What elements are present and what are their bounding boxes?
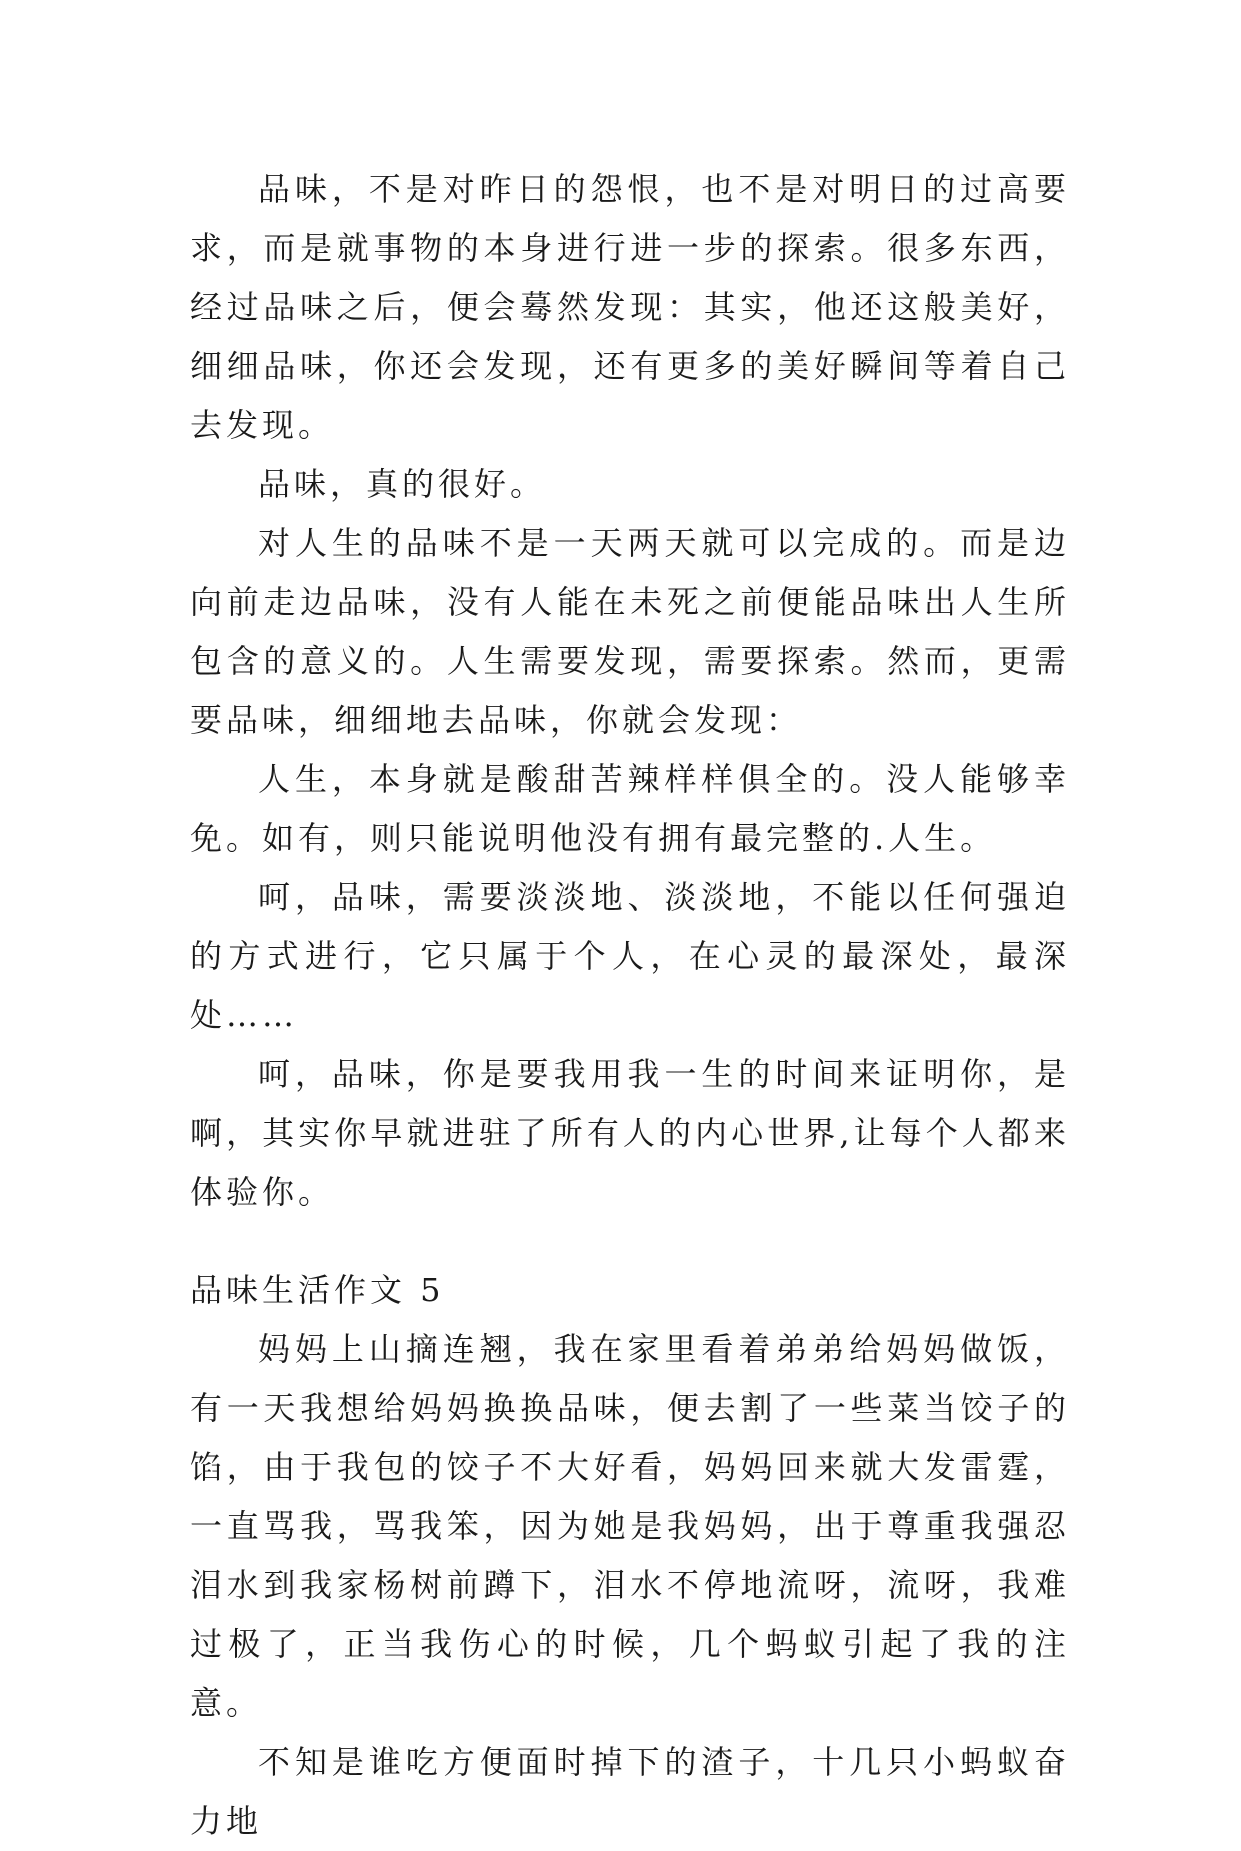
paragraph: 呵，品味，需要淡淡地、淡淡地，不能以任何强迫的方式进行，它只属于个人，在心灵的最深处，最深处…… [190,878,1070,1034]
section-heading: 品味生活作文 5 [190,1271,445,1309]
paragraph: 品味，不是对昨日的怨恨，也不是对明日的过高要求，而是就事物的本身进行进一步的探索。很多东西，经过品味之后，便会蓦然发现：其实，他还这般美好，细细品味，你还会发现，还有更多的美好瞬间等着自己去发现。 [190,170,1070,444]
paragraph: 人生，本身就是酸甜苦辣样样俱全的。没人能够幸免。如有，则只能说明他没有拥有最完整的.人生。 [190,760,1070,857]
paragraph: 品味，真的很好。 [258,465,547,503]
document-body [190,160,1070,1851]
paragraph: 呵，品味，你是要我用我一生的时间来证明你，是啊，其实你早就进驻了所有人的内心世界,让每个人都来体验你。 [190,1055,1070,1211]
paragraph: 对人生的品味不是一天两天就可以完成的。而是边向前走边品味，没有人能在未死之前便能品味出人生所包含的意义的。人生需要发现，需要探索。然而，更需要品味，细细地去品味，你就会发现： [190,524,1070,739]
paragraph: 妈妈上山摘连翘，我在家里看着弟弟给妈妈做饭，有一天我想给妈妈换换品味，便去割了一些菜当饺子的馅，由于我包的饺子不大好看，妈妈回来就大发雷霆，一直骂我，骂我笨，因为她是我妈妈，出于尊重我强忍泪水到我家杨树前蹲下，泪水不停地流呀，流呀，我难过极了，正当我伤心的时候，几个蚂蚁引起了我的注意。 [190,1330,1070,1722]
paragraph: 不知是谁吃方便面时掉下的渣子，十几只小蚂蚁奋力地 [190,1743,1070,1840]
